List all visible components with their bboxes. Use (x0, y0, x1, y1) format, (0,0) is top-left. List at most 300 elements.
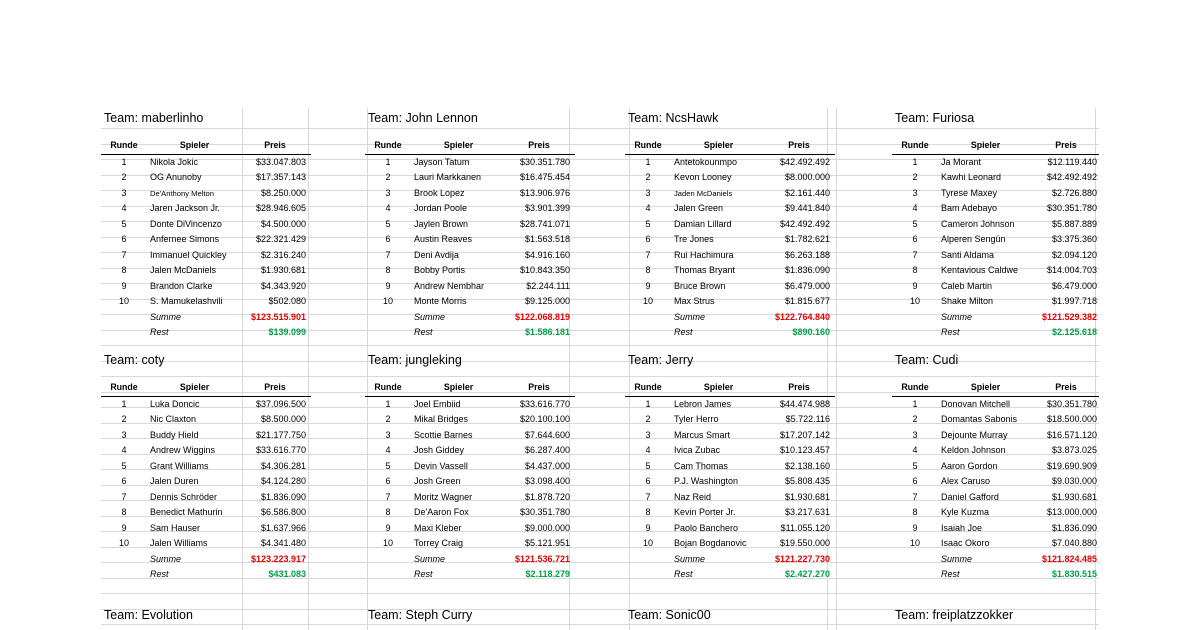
round-cell: 5 (385, 460, 391, 471)
price-cell: $1.836.090 (1051, 522, 1097, 533)
team-prefix: Team: (895, 111, 930, 125)
sum-row (625, 310, 835, 326)
empty-cell (101, 567, 147, 583)
price-cell: $30.351.780 (1046, 203, 1097, 213)
price-cell: $42.492.492 (1046, 172, 1097, 182)
sum-value: $121.536.721 (514, 553, 570, 564)
team-name: NcsHawk (665, 111, 719, 125)
round-cell: 5 (385, 218, 391, 229)
header-round: Runde (901, 382, 929, 392)
price-cell: $16.475.454 (519, 172, 570, 182)
player-cell: Austin Reaves (414, 234, 473, 244)
player-row (101, 263, 311, 279)
player-row (365, 521, 575, 537)
team-prefix: Team: (628, 111, 663, 125)
header-price: Preis (1055, 140, 1077, 150)
player-row (365, 459, 575, 475)
player-cell: Damian Lillard (674, 218, 732, 229)
player-cell: Donovan Mitchell (941, 398, 1011, 409)
player-cell: Mikal Bridges (414, 414, 469, 424)
player-cell: Kyle Kuzma (941, 507, 990, 517)
player-cell: Ja Morant (941, 156, 982, 167)
round-cell: 1 (645, 156, 651, 167)
sum-label: Summe (941, 311, 973, 322)
round-cell: 10 (118, 296, 129, 306)
team-title (625, 350, 835, 370)
price-cell: $2.094.120 (1051, 249, 1097, 260)
round-cell: 6 (912, 476, 918, 486)
price-cell: $16.571.120 (1046, 429, 1097, 440)
price-cell: $1.637.966 (260, 522, 306, 533)
player-row (625, 217, 835, 233)
team-title (365, 108, 575, 128)
empty-cell (101, 552, 147, 568)
round-cell: 9 (385, 280, 391, 291)
price-cell: $6.263.188 (784, 249, 830, 260)
spacer-row (625, 128, 835, 138)
round-cell: 5 (121, 218, 127, 229)
team-prefix: Team: (368, 353, 403, 367)
player-row (101, 248, 311, 264)
price-cell: $19.690.909 (1046, 460, 1097, 471)
team-title (892, 350, 1099, 370)
price-cell: $30.351.780 (519, 507, 570, 517)
team-name: Cudi (932, 353, 959, 367)
sum-row (892, 552, 1099, 568)
sum-row (365, 310, 575, 326)
header-price: Preis (264, 382, 286, 392)
price-cell: $7.040.880 (1051, 538, 1097, 548)
sum-value: $121.529.382 (1041, 311, 1097, 322)
player-cell: Andrew Wiggins (150, 445, 216, 455)
round-cell: 1 (912, 398, 918, 409)
round-cell: 10 (642, 296, 653, 306)
price-cell: $11.055.120 (780, 522, 830, 533)
price-cell: $2.316.240 (260, 249, 306, 260)
player-row (365, 217, 575, 233)
team-block (625, 350, 835, 583)
player-row (625, 412, 835, 428)
header-row (365, 380, 575, 397)
round-cell: 8 (645, 265, 651, 275)
player-row (625, 474, 835, 490)
player-row (892, 474, 1099, 490)
player-row (625, 490, 835, 506)
sum-value: $121.824.485 (1041, 553, 1097, 564)
header-row (892, 380, 1099, 397)
price-cell: $4.916.160 (524, 249, 570, 260)
player-row (101, 170, 311, 186)
team-name: Furiosa (932, 111, 975, 125)
price-cell: $5.808.435 (784, 476, 830, 486)
round-cell: 9 (645, 280, 651, 291)
price-cell: $1.836.090 (784, 265, 830, 275)
price-cell: $33.047.803 (255, 156, 306, 167)
team-name: jungleking (405, 353, 462, 367)
player-row (892, 279, 1099, 295)
player-cell: Moritz Wagner (414, 491, 473, 502)
player-cell: Kevon Looney (674, 172, 732, 182)
player-row (101, 294, 311, 310)
team-title (892, 108, 1099, 128)
team-name: maberlinho (141, 111, 204, 125)
round-cell: 10 (382, 538, 393, 548)
team-block (365, 605, 575, 625)
price-cell: $1.836.090 (260, 491, 306, 502)
price-cell: $19.550.000 (779, 538, 830, 548)
round-cell: 3 (645, 429, 651, 440)
team-block (365, 108, 575, 341)
sum-row (101, 552, 311, 568)
header-round: Runde (634, 140, 662, 150)
empty-cell (365, 552, 411, 568)
round-cell: 2 (121, 414, 127, 424)
team-title (892, 605, 1099, 625)
round-cell: 5 (645, 218, 651, 229)
player-row (101, 474, 311, 490)
team-title (365, 605, 575, 625)
spreadsheet (101, 108, 1099, 630)
player-cell: Jalen Williams (150, 538, 208, 548)
price-cell: $9.000.000 (524, 522, 570, 533)
rest-value: $2.427.270 (784, 569, 830, 579)
player-cell: Buddy Hield (150, 429, 199, 440)
player-cell: Kevin Porter Jr. (674, 507, 736, 517)
price-cell: $2.244.111 (526, 280, 570, 291)
player-row (625, 279, 835, 295)
team-prefix: Team: (895, 608, 930, 622)
empty-cell (892, 310, 938, 326)
player-cell: Donte DiVincenzo (150, 218, 222, 229)
player-cell: Jordan Poole (414, 203, 468, 213)
player-cell: Deni Avdija (414, 249, 459, 260)
header-price: Preis (788, 140, 810, 150)
player-row (101, 155, 311, 171)
player-row (365, 155, 575, 171)
header-round: Runde (374, 382, 402, 392)
player-cell: Paolo Banchero (674, 522, 739, 533)
round-cell: 1 (385, 156, 391, 167)
player-row (892, 186, 1099, 202)
header-row (365, 138, 575, 155)
player-cell: Rui Hachimura (674, 249, 734, 260)
price-cell: $6.586.800 (260, 507, 306, 517)
player-row (365, 186, 575, 202)
header-row (625, 380, 835, 397)
sum-value: $122.764.840 (774, 311, 830, 322)
price-cell: $1.563.518 (524, 234, 570, 244)
player-row (101, 505, 311, 521)
rest-label: Rest (414, 327, 433, 337)
round-cell: 2 (912, 414, 918, 424)
price-cell: $2.161.440 (784, 187, 830, 198)
player-cell: OG Anunoby (150, 172, 202, 182)
price-cell: $33.616.770 (255, 445, 306, 455)
round-cell: 4 (121, 203, 127, 213)
price-cell: $22.321.429 (255, 234, 306, 244)
player-cell: Isaiah Joe (941, 522, 983, 533)
rest-row (365, 325, 575, 341)
player-cell: S. Mamukelashvili (150, 296, 223, 306)
round-cell: 6 (385, 234, 391, 244)
player-row (892, 294, 1099, 310)
price-cell: $1.815.677 (784, 296, 830, 306)
round-cell: 10 (909, 296, 920, 306)
rest-row (101, 567, 311, 583)
rest-row (365, 567, 575, 583)
player-row (365, 490, 575, 506)
player-row (625, 155, 835, 171)
player-row (101, 428, 311, 444)
round-cell: 4 (385, 445, 391, 455)
sum-label: Summe (150, 553, 182, 564)
empty-cell (892, 325, 938, 341)
round-cell: 7 (385, 491, 391, 502)
price-cell: $1.782.621 (784, 234, 830, 244)
empty-cell (365, 325, 411, 341)
player-cell: Caleb Martin (941, 280, 993, 291)
player-cell: Nikola Jokic (150, 156, 199, 167)
round-cell: 10 (118, 538, 129, 548)
round-cell: 9 (121, 522, 127, 533)
team-name: freiplatzzokker (932, 608, 1014, 622)
player-cell: Joel Embiid (414, 398, 461, 409)
player-cell: Bobby Portis (414, 265, 466, 275)
round-cell: 2 (645, 414, 651, 424)
player-cell: Brook Lopez (414, 187, 465, 198)
player-cell: Jalen Green (674, 203, 724, 213)
round-cell: 5 (912, 218, 918, 229)
player-cell: P.J. Washington (674, 476, 739, 486)
round-cell: 6 (645, 476, 651, 486)
round-cell: 9 (645, 522, 651, 533)
player-row (365, 412, 575, 428)
gridline (836, 108, 837, 630)
player-row (892, 217, 1099, 233)
player-cell: Kawhi Leonard (941, 172, 1002, 182)
team-prefix: Team: (895, 353, 930, 367)
header-player: Spieler (703, 140, 734, 150)
round-cell: 2 (645, 172, 651, 182)
player-row (625, 505, 835, 521)
round-cell: 6 (645, 234, 651, 244)
rest-row (892, 325, 1099, 341)
player-cell: Santi Aldama (941, 249, 995, 260)
price-cell: $5.887.889 (1051, 218, 1097, 229)
header-player: Spieler (179, 382, 210, 392)
header-round: Runde (634, 382, 662, 392)
round-cell: 8 (912, 265, 918, 275)
player-cell: Tre Jones (674, 234, 714, 244)
sum-row (892, 310, 1099, 326)
price-cell: $3.098.400 (524, 476, 570, 486)
player-row (625, 521, 835, 537)
player-row (365, 232, 575, 248)
round-cell: 7 (912, 249, 918, 260)
price-cell: $5.722.116 (785, 414, 830, 424)
price-cell: $8.000.000 (784, 172, 830, 182)
player-row (365, 536, 575, 552)
round-cell: 4 (385, 203, 391, 213)
price-cell: $44.474.988 (779, 398, 830, 409)
round-cell: 3 (121, 187, 127, 198)
team-prefix: Team: (368, 111, 403, 125)
player-row (892, 155, 1099, 171)
player-row (365, 474, 575, 490)
player-row (892, 170, 1099, 186)
header-row (101, 380, 311, 397)
rest-label: Rest (674, 327, 693, 337)
price-cell: $10.843.350 (519, 265, 570, 275)
round-cell: 3 (912, 429, 918, 440)
price-cell: $37.096.500 (255, 398, 306, 409)
price-cell: $10.123.457 (779, 445, 830, 455)
player-cell: Anfernee Simons (150, 234, 220, 244)
price-cell: $6.479.000 (1051, 280, 1097, 291)
team-prefix: Team: (368, 608, 403, 622)
price-cell: $9.125.000 (524, 296, 570, 306)
team-block (892, 108, 1099, 341)
player-cell: Nic Claxton (150, 414, 197, 424)
player-row (892, 521, 1099, 537)
price-cell: $4.124.280 (260, 476, 306, 486)
player-cell: Keldon Johnson (941, 445, 1006, 455)
player-cell: Alperen Sengün (941, 234, 1006, 244)
round-cell: 4 (645, 445, 651, 455)
player-row (892, 397, 1099, 413)
team-name: John Lennon (405, 111, 478, 125)
header-row (892, 138, 1099, 155)
player-row (892, 459, 1099, 475)
team-name: Sonic00 (665, 608, 711, 622)
player-cell: Torrey Craig (414, 538, 464, 548)
round-cell: 9 (912, 522, 918, 533)
player-row (625, 232, 835, 248)
price-cell: $33.616.770 (519, 398, 570, 409)
price-cell: $14.004.703 (1046, 265, 1097, 275)
player-row (892, 412, 1099, 428)
price-cell: $13.906.976 (519, 187, 570, 198)
player-cell: Maxi Kleber (414, 522, 462, 533)
price-cell: $4.437.000 (524, 460, 570, 471)
empty-cell (625, 325, 671, 341)
player-cell: Sam Hauser (150, 522, 201, 533)
header-price: Preis (788, 382, 810, 392)
player-cell: Max Strus (674, 296, 715, 306)
player-row (365, 505, 575, 521)
player-cell: Domantas Sabonis (941, 414, 1018, 424)
rest-value: $1.586.181 (524, 327, 570, 337)
player-cell: Luka Doncic (150, 398, 200, 409)
rest-value: $890.160 (792, 327, 830, 337)
empty-cell (101, 325, 147, 341)
player-row (625, 186, 835, 202)
header-round: Runde (374, 140, 402, 150)
header-player: Spieler (970, 140, 1001, 150)
team-title (101, 108, 311, 128)
round-cell: 3 (912, 187, 918, 198)
price-cell: $4.341.480 (260, 538, 306, 548)
round-cell: 1 (121, 398, 127, 409)
price-cell: $4.306.281 (260, 460, 306, 471)
team-block (365, 350, 575, 583)
sum-value: $121.227.730 (774, 553, 830, 564)
header-row (625, 138, 835, 155)
player-row (892, 536, 1099, 552)
price-cell: $17.207.142 (779, 429, 830, 440)
round-cell: 10 (909, 538, 920, 548)
price-cell: $28.741.071 (519, 218, 570, 229)
empty-cell (365, 310, 411, 326)
player-row (365, 248, 575, 264)
round-cell: 7 (645, 249, 651, 260)
player-row (625, 459, 835, 475)
player-row (101, 232, 311, 248)
sum-label: Summe (414, 311, 446, 322)
team-title (625, 108, 835, 128)
team-name: Evolution (141, 608, 193, 622)
player-row (101, 186, 311, 202)
team-block (892, 605, 1099, 625)
header-player: Spieler (703, 382, 734, 392)
player-row (365, 294, 575, 310)
round-cell: 10 (382, 296, 393, 306)
team-title (365, 350, 575, 370)
player-cell: Scottie Barnes (414, 429, 473, 440)
rest-value: $2.125.618 (1051, 327, 1097, 337)
price-cell: $2.726.880 (1051, 187, 1097, 198)
player-row (892, 263, 1099, 279)
team-block (625, 605, 835, 625)
team-name: coty (141, 353, 165, 367)
round-cell: 4 (912, 203, 918, 213)
player-cell: Alex Caruso (941, 476, 991, 486)
price-cell: $1.930.681 (784, 491, 830, 502)
player-row (625, 443, 835, 459)
price-cell: $21.177.750 (255, 429, 306, 440)
spacer-row (625, 370, 835, 380)
round-cell: 6 (912, 234, 918, 244)
player-row (625, 170, 835, 186)
round-cell: 6 (121, 234, 127, 244)
player-cell: Naz Reid (674, 491, 712, 502)
spacer-row (892, 128, 1099, 138)
price-cell: $502.080 (268, 296, 306, 306)
rest-row (625, 567, 835, 583)
player-row (365, 443, 575, 459)
empty-cell (625, 310, 671, 326)
team-block (101, 605, 311, 625)
empty-cell (365, 567, 411, 583)
price-cell: $2.138.160 (784, 460, 830, 471)
price-cell: $3.873.025 (1051, 445, 1097, 455)
empty-cell (892, 552, 938, 568)
player-row (101, 412, 311, 428)
player-cell: Bojan Bogdanovic (674, 538, 747, 548)
round-cell: 6 (121, 476, 127, 486)
rest-label: Rest (941, 327, 960, 337)
player-row (365, 279, 575, 295)
price-cell: $42.492.492 (779, 218, 830, 229)
player-cell: Lebron James (674, 398, 732, 409)
round-cell: 2 (385, 414, 391, 424)
player-cell: Jaden McDaniels (674, 188, 733, 198)
round-cell: 8 (385, 507, 391, 517)
player-cell: Jaren Jackson Jr. (150, 203, 221, 213)
team-prefix: Team: (104, 353, 139, 367)
player-row (892, 248, 1099, 264)
empty-cell (625, 552, 671, 568)
